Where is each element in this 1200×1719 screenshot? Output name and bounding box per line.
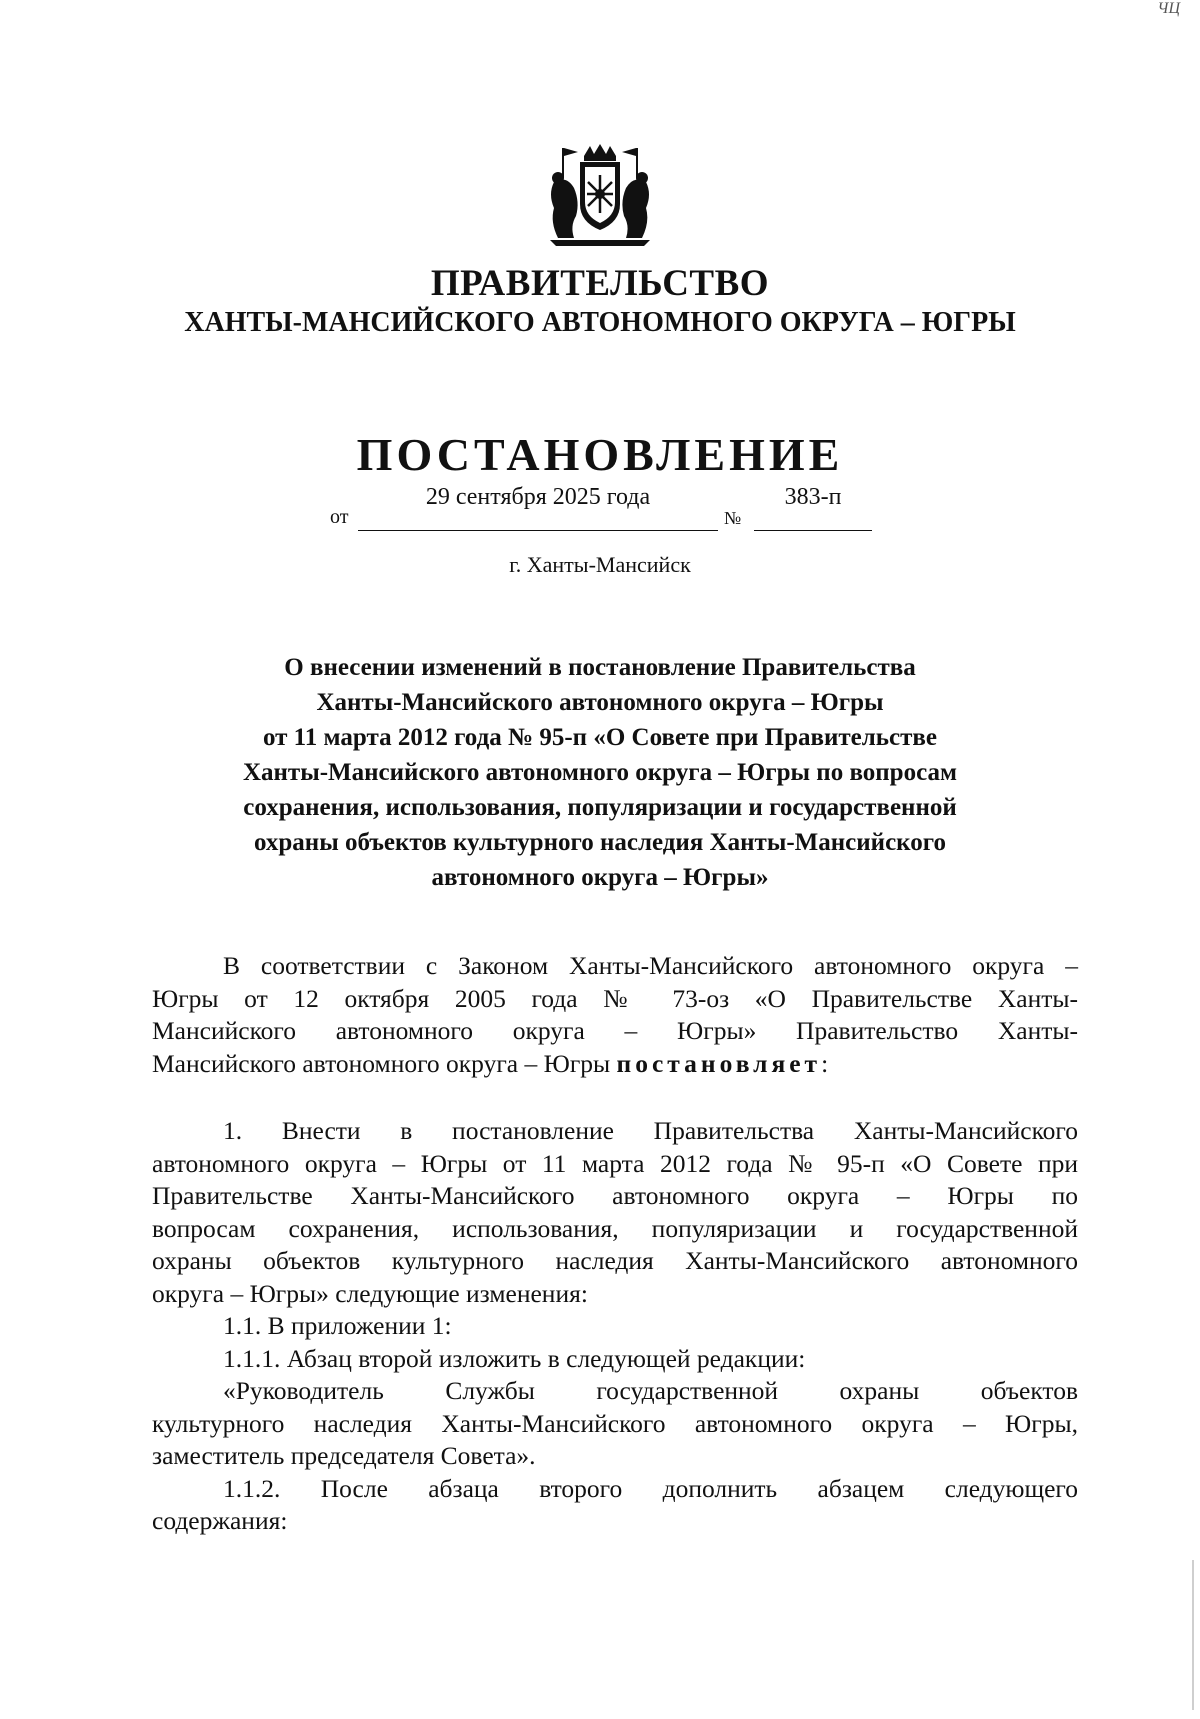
preamble-end: :: [821, 1048, 829, 1078]
heading-line: Ханты-Мансийского автономного округа – Югры по вопросам: [242, 759, 958, 786]
item-1-line: вопросам сохранения, использования, популяризации и государственной: [152, 1213, 1078, 1243]
heading-line: от 11 марта 2012 года № 95-п «О Совете при Правительстве: [262, 724, 937, 751]
item-1-1: 1.1. В приложении 1:: [223, 1311, 452, 1340]
document-type-title: ПОСТАНОВЛЕНИЕ: [356, 429, 844, 480]
item-1-line: охраны объектов культурного наследия Ханты-Мансийского автономного: [152, 1246, 1078, 1275]
preamble-line: Мансийского автономного округа – Югры» Правительство Ханты-: [152, 1016, 1078, 1045]
preamble-keyword: постановляет: [616, 1048, 822, 1078]
preamble-line: Мансийского автономного округа – Югры: [152, 1048, 611, 1078]
quote-line: заместитель председателя Совета».: [152, 1441, 536, 1470]
document-number: 383-п: [784, 484, 842, 510]
date-underline: [358, 530, 718, 531]
preamble-line: Югры от 12 октября 2005 года № 73-оз «О Правительстве Ханты-: [152, 983, 1078, 1013]
heading-line: О внесении изменений в постановление Правительства: [284, 654, 916, 681]
date-prefix: от: [330, 506, 349, 528]
heading-line: Ханты-Мансийского автономного округа – Югры: [316, 689, 884, 716]
item-1-line: 1. Внести в постановление Правительства Ханты-Мансийского: [223, 1116, 1078, 1145]
government-title: ПРАВИТЕЛЬСТВО: [430, 263, 770, 304]
item-1-1-1: 1.1.1. Абзац второй изложить в следующей редакции:: [223, 1343, 806, 1373]
quote-line: «Руководитель Службы государственной охраны объектов: [223, 1376, 1078, 1405]
government-subtitle: ХАНТЫ-МАНСИЙСКОГО АВТОНОМНОГО ОКРУГА – ЮГРЫ: [184, 307, 1016, 338]
number-underline: [754, 530, 872, 531]
heading-line: охраны объектов культурного наследия Ханты-Мансийского: [254, 829, 946, 856]
coat-of-arms-icon: [544, 142, 656, 248]
item-1-1-2-line: содержания:: [152, 1506, 288, 1535]
preamble-line-last: [152, 1048, 1078, 1081]
item-1-section: [152, 1115, 1078, 1538]
quote-line: культурного наследия Ханты-Мансийского автономного округа – Югры,: [152, 1408, 1078, 1438]
preamble-paragraph: [152, 950, 1078, 1080]
item-1-1-2-line: 1.1.2. После абзаца второго дополнить абзацем следующего: [223, 1473, 1078, 1503]
document-heading: [150, 650, 1050, 895]
date-number-row: [0, 478, 1200, 538]
heading-line: сохранения, использования, популяризации и государственной: [243, 794, 957, 821]
preamble-line: В соответствии с Законом Ханты-Мансийского автономного округа –: [223, 951, 1078, 980]
number-sign: №: [724, 508, 742, 528]
page-corner-mark: ЧЦ: [1157, 0, 1180, 17]
item-1-line: Правительстве Ханты-Мансийского автономного округа – Югры по: [152, 1181, 1078, 1210]
document-date: 29 сентября 2025 года: [425, 484, 651, 510]
city-name: г. Ханты-Мансийск: [509, 552, 691, 577]
item-1-line: округа – Югры» следующие изменения:: [152, 1278, 588, 1308]
heading-line: автономного округа – Югры»: [431, 864, 769, 891]
item-1-line: автономного округа – Югры от 11 марта 2012 года № 95-п «О Совете при: [152, 1148, 1078, 1178]
scan-edge-mark: [1192, 1560, 1194, 1710]
